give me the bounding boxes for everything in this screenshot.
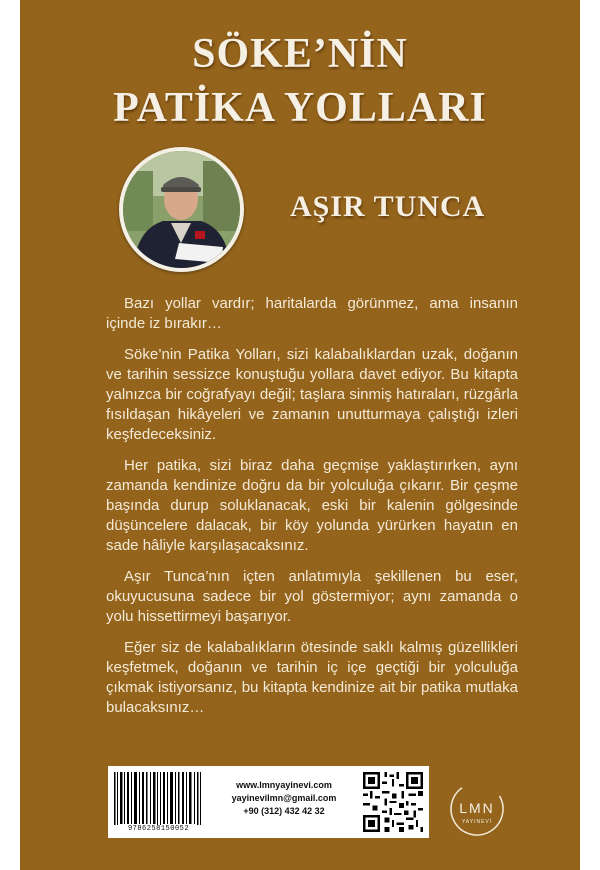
author-photo: [119, 147, 244, 272]
publisher-logo: [446, 778, 508, 840]
blurb-paragraph-5: Eğer siz de kalabalıkların ötesinde saklı kalmış güzellikleri keşfetmek, doğanın ve tarihin iç içe geçtiği bir yolculuğa çıkmak istiyorsanız, bu kitapta kendinize ait bir patika mutlaka bulacaksınız…: [106, 639, 518, 716]
publisher-email[interactable]: yayinevilmn@gmail.com: [231, 793, 337, 803]
blurb-paragraph-4: Aşır Tunca’nın içten anlatımıyla şekillenen bu eser, okuyucusuna sadece bir yol göstermiyor; aynı zamanda o yolu hissettirmeyi başarıyor.: [106, 568, 518, 625]
qr-code: [363, 772, 423, 832]
book-title-line2: PATİKA YOLLARI: [113, 85, 487, 131]
publisher-website[interactable]: www.lmnyayinevi.com: [236, 780, 332, 790]
back-cover: [20, 0, 580, 870]
publisher-logo-text: LMN: [459, 800, 495, 816]
book-title-line1: SÖKE’NİN: [192, 31, 408, 77]
publisher-contact: [211, 779, 357, 818]
publisher-phone: +90 (312) 432 42 32: [243, 806, 325, 816]
author-name: AŞIR TUNCA: [290, 190, 486, 223]
publisher-logo-subtext: YAYINEVİ: [461, 819, 493, 825]
blurb-paragraph-2: Söke’nin Patika Yolları, sizi kalabalıklardan uzak, doğanın ve tarihin sessizce konuştuğu yollara davet ediyor. Bu kitapta yalnızca bir coğrafyayı değil; taşlara sinmiş hatıraları, rüzgârla fısıldaşan hikâyeleri ve zamanın unutturmaya çalıştığı izleri keşfedeceksiniz.: [106, 346, 518, 443]
blurb-paragraph-1: Bazı yollar vardır; haritalarda görünmez, ama insanın içinde iz bırakır…: [106, 295, 518, 332]
isbn-number: 9786258150052: [112, 825, 205, 833]
author-photo-image: [123, 151, 240, 268]
back-cover-blurb: [106, 294, 518, 729]
publisher-info-box: [108, 766, 429, 838]
blurb-paragraph-3: Her patika, sizi biraz daha geçmişe yaklaştırırken, aynı zamanda kendinize doğru da bir yolculuğa çıkarır. Bir çeşme başında durup soluklanacak, eski bir kalenin gölgesinde düşüncelere dalacak, bir köy yolunda yürürken hayatın en sade hâliyle karşılaşacaksınız.: [106, 457, 518, 554]
